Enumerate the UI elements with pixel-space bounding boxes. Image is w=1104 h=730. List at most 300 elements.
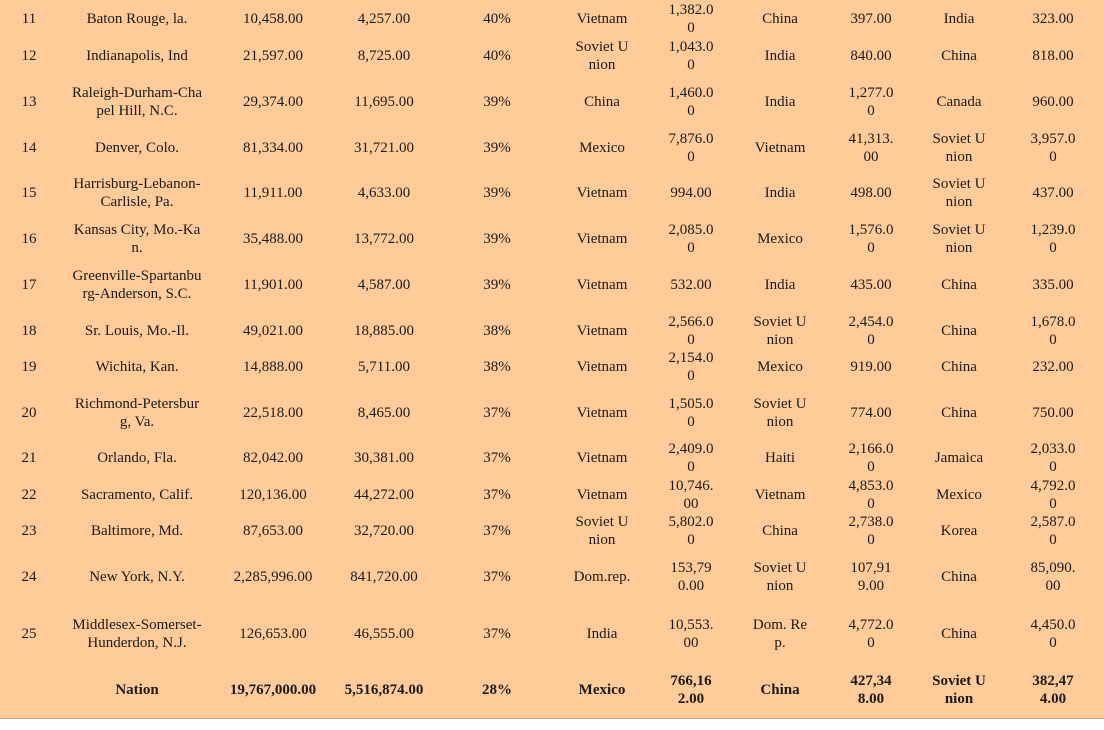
- foreign-born-cell: [330, 385, 438, 440]
- total-text: 29,374.00: [243, 93, 303, 110]
- rank-text: 20: [21, 404, 37, 421]
- rank-text: 16: [21, 230, 37, 247]
- top-country-2-value-cell: [826, 349, 916, 385]
- rank-cell: [0, 129, 58, 166]
- top-country-2-value-text: 2,454.00: [848, 313, 894, 348]
- rank-text: 22: [21, 486, 37, 503]
- top-country-3-text: China: [941, 404, 977, 421]
- top-country-3-cell: [916, 37, 1002, 74]
- top-country-2-text: Haiti: [765, 450, 795, 466]
- total-text: 49,021.00: [243, 322, 303, 339]
- top-country-2-value-cell: [826, 74, 916, 129]
- metro-area-text: Raleigh-Durham-Chapel Hill, N.C.: [72, 84, 202, 119]
- percent-text: 38%: [483, 322, 511, 339]
- metro-area-text: Richmond-Petersburg, Va.: [74, 395, 200, 430]
- top-country-2-value-text: 1,576.00: [848, 221, 894, 256]
- top-country-3-value-text: 750.00: [1032, 404, 1074, 421]
- total-cell: [216, 129, 330, 166]
- top-country-2-value-cell: [826, 605, 916, 662]
- foreign-born-text: 841,720.00: [350, 569, 418, 585]
- top-country-3-text: Mexico: [936, 486, 982, 503]
- metro-area-text: Indianapolis, Ind: [86, 47, 188, 64]
- top-country-1-value-cell: [648, 257, 734, 312]
- foreign-born-text: 8,465.00: [357, 404, 411, 421]
- top-country-2-cell: [734, 476, 826, 513]
- foreign-born-cell: [330, 549, 438, 605]
- top-country-2-cell: [734, 220, 826, 257]
- metro-area-text: Wichita, Kan.: [95, 359, 179, 375]
- foreign-born-cell: [330, 166, 438, 220]
- rank-text: 17: [21, 276, 37, 293]
- foreign-born-cell: [330, 37, 438, 74]
- total-cell: [216, 549, 330, 605]
- total-text: 11,901.00: [243, 276, 303, 293]
- top-country-3-cell: [916, 0, 1002, 37]
- top-country-3-text: Soviet Union: [932, 221, 986, 256]
- top-country-1-text: Soviet Union: [575, 38, 629, 73]
- top-country-3-value-cell: [1002, 257, 1104, 312]
- top-country-3-cell: [916, 662, 1002, 718]
- table-row: [0, 129, 1104, 166]
- metro-area-text: Nation: [115, 682, 159, 698]
- top-country-3-value-cell: [1002, 0, 1104, 37]
- top-country-2-cell: [734, 549, 826, 605]
- top-country-1-cell: [556, 662, 648, 718]
- top-country-1-cell: [556, 513, 648, 549]
- percent-cell: [438, 74, 556, 129]
- foreign-born-text: 31,721.00: [354, 139, 414, 156]
- top-country-1-cell: [556, 549, 648, 605]
- top-country-1-value-text: 10,553.00: [668, 616, 714, 651]
- total-cell: [216, 662, 330, 718]
- percent-text: 39%: [483, 93, 511, 110]
- top-country-3-cell: [916, 513, 1002, 549]
- top-country-1-text: China: [584, 93, 620, 110]
- top-country-1-value-text: 2,085.00: [668, 221, 714, 256]
- table-row: [0, 476, 1104, 513]
- top-country-2-cell: [734, 662, 826, 718]
- table-total-row: [0, 662, 1104, 718]
- foreign-born-text: 4,633.00: [357, 185, 411, 201]
- top-country-3-value-cell: [1002, 74, 1104, 129]
- top-country-3-value-cell: [1002, 129, 1104, 166]
- percent-text: 40%: [483, 10, 511, 27]
- top-country-1-value-cell: [648, 220, 734, 257]
- top-country-2-value-cell: [826, 385, 916, 440]
- top-country-3-text: Soviet Union: [932, 176, 986, 210]
- foreign-born-text: 8,725.00: [357, 47, 411, 64]
- percent-cell: [438, 476, 556, 513]
- top-country-3-value-cell: [1002, 513, 1104, 549]
- top-country-1-value-cell: [648, 385, 734, 440]
- percent-cell: [438, 129, 556, 166]
- metro-area-cell: [58, 37, 216, 74]
- top-country-3-cell: [916, 74, 1002, 129]
- top-country-3-value-cell: [1002, 37, 1104, 74]
- top-country-2-cell: [734, 312, 826, 349]
- top-country-2-cell: [734, 349, 826, 385]
- metro-area-text: Denver, Colo.: [95, 139, 179, 156]
- top-country-1-text: Vietnam: [576, 276, 628, 293]
- top-country-2-value-text: 1,277.00: [848, 84, 894, 119]
- table-row: [0, 440, 1104, 476]
- top-country-3-value-text: 437.00: [1032, 185, 1074, 201]
- top-country-3-text: China: [941, 47, 977, 64]
- top-country-3-value-cell: [1002, 605, 1104, 662]
- table-row: [0, 257, 1104, 312]
- top-country-2-text: Vietnam: [754, 486, 806, 503]
- top-country-2-value-cell: [826, 662, 916, 718]
- metro-area-text: Greenville-Spartanburg-Anderson, S.C.: [72, 267, 202, 302]
- total-text: 14,888.00: [243, 359, 303, 375]
- percent-text: 37%: [483, 404, 511, 421]
- top-country-3-value-text: 335.00: [1032, 276, 1074, 293]
- top-country-1-text: Dom.rep.: [573, 569, 631, 585]
- table-row: [0, 0, 1104, 37]
- metro-area-cell: [58, 166, 216, 220]
- top-country-1-text: Vietnam: [576, 185, 628, 201]
- rank-text: 14: [21, 139, 37, 156]
- rank-text: 19: [21, 359, 37, 375]
- top-country-1-text: Mexico: [579, 139, 625, 156]
- top-country-2-text: Dom. Rep.: [752, 616, 808, 651]
- top-country-1-value-text: 1,043.00: [668, 38, 714, 73]
- metro-area-cell: [58, 129, 216, 166]
- top-country-1-value-cell: [648, 74, 734, 129]
- top-country-2-value-text: 4,772.00: [848, 616, 894, 651]
- top-country-1-value-text: 5,802.00: [668, 514, 714, 548]
- top-country-2-text: China: [760, 682, 800, 698]
- top-country-1-value-cell: [648, 440, 734, 476]
- top-country-2-value-text: 498.00: [850, 185, 892, 201]
- top-country-3-text: China: [941, 322, 977, 339]
- top-country-3-cell: [916, 440, 1002, 476]
- foreign-born-text: 30,381.00: [354, 450, 414, 466]
- percent-text: 40%: [483, 47, 511, 64]
- top-country-1-value-cell: [648, 605, 734, 662]
- rank-cell: [0, 0, 58, 37]
- metro-area-cell: [58, 549, 216, 605]
- top-country-3-text: India: [943, 10, 975, 27]
- top-country-3-text: China: [941, 569, 977, 585]
- metro-area-text: Baltimore, Md.: [90, 523, 184, 539]
- total-text: 11,911.00: [243, 185, 303, 201]
- top-country-1-text: Soviet Union: [575, 514, 629, 548]
- metro-area-cell: [58, 220, 216, 257]
- total-text: 21,597.00: [243, 47, 303, 64]
- top-country-2-value-cell: [826, 257, 916, 312]
- top-country-1-value-cell: [648, 662, 734, 718]
- percent-cell: [438, 220, 556, 257]
- foreign-born-text: 4,587.00: [357, 276, 411, 293]
- top-country-3-text: Soviet Union: [932, 673, 986, 707]
- top-country-1-cell: [556, 312, 648, 349]
- top-country-2-text: India: [764, 276, 796, 293]
- top-country-2-value-cell: [826, 37, 916, 74]
- top-country-2-value-text: 774.00: [850, 404, 892, 421]
- top-country-3-cell: [916, 166, 1002, 220]
- percent-text: 37%: [483, 486, 511, 503]
- foreign-born-text: 5,516,874.00: [344, 682, 424, 698]
- rank-cell: [0, 220, 58, 257]
- foreign-born-text: 44,272.00: [354, 486, 414, 503]
- top-country-3-cell: [916, 385, 1002, 440]
- metro-area-text: New York, N.Y.: [89, 569, 185, 585]
- total-cell: [216, 312, 330, 349]
- top-country-2-text: Soviet Union: [753, 560, 807, 594]
- top-country-1-value-cell: [648, 349, 734, 385]
- total-text: 87,653.00: [243, 523, 303, 539]
- top-country-3-value-cell: [1002, 662, 1104, 718]
- top-country-2-text: Soviet Union: [753, 313, 807, 348]
- metro-area-cell: [58, 605, 216, 662]
- top-country-2-value-cell: [826, 166, 916, 220]
- top-country-2-value-cell: [826, 440, 916, 476]
- rank-text: 21: [21, 450, 37, 466]
- rank-cell: [0, 349, 58, 385]
- rank-text: 18: [21, 322, 37, 339]
- top-country-2-value-cell: [826, 220, 916, 257]
- rank-cell: [0, 385, 58, 440]
- top-country-1-text: Vietnam: [576, 230, 628, 247]
- top-country-3-value-cell: [1002, 220, 1104, 257]
- top-country-2-value-text: 107,919.00: [850, 560, 892, 594]
- foreign-born-cell: [330, 129, 438, 166]
- top-country-3-value-cell: [1002, 549, 1104, 605]
- total-text: 2,285,996.00: [233, 569, 313, 585]
- metro-area-cell: [58, 385, 216, 440]
- top-country-2-value-text: 919.00: [850, 359, 892, 375]
- top-country-1-cell: [556, 605, 648, 662]
- top-country-2-value-cell: [826, 513, 916, 549]
- total-cell: [216, 166, 330, 220]
- top-country-3-cell: [916, 220, 1002, 257]
- metro-area-cell: [58, 0, 216, 37]
- foreign-born-cell: [330, 662, 438, 718]
- top-country-3-text: Canada: [936, 93, 982, 110]
- rank-cell: [0, 312, 58, 349]
- foreign-born-cell: [330, 440, 438, 476]
- table-row: [0, 385, 1104, 440]
- top-country-2-value-cell: [826, 129, 916, 166]
- top-country-1-value-text: 153,790.00: [670, 560, 712, 594]
- percent-cell: [438, 605, 556, 662]
- top-country-3-value-text: 382,474.00: [1032, 673, 1074, 707]
- metro-area-text: Sacramento, Calif.: [80, 486, 194, 503]
- top-country-2-text: India: [764, 93, 796, 110]
- top-country-2-text: China: [762, 10, 798, 27]
- foreign-born-cell: [330, 312, 438, 349]
- top-country-1-cell: [556, 74, 648, 129]
- top-country-1-text: Vietnam: [576, 450, 628, 466]
- top-country-3-cell: [916, 129, 1002, 166]
- top-country-2-cell: [734, 129, 826, 166]
- top-country-2-value-cell: [826, 549, 916, 605]
- top-country-1-value-text: 10,746.00: [668, 477, 714, 512]
- rank-text: 11: [21, 10, 37, 27]
- top-country-1-cell: [556, 440, 648, 476]
- foreign-born-cell: [330, 74, 438, 129]
- percent-text: 39%: [483, 185, 511, 201]
- top-country-1-cell: [556, 0, 648, 37]
- top-country-3-value-text: 85,090.00: [1030, 560, 1076, 594]
- top-country-1-value-text: 532.00: [670, 276, 712, 293]
- total-cell: [216, 513, 330, 549]
- top-country-1-value-cell: [648, 513, 734, 549]
- top-country-3-value-text: 818.00: [1032, 47, 1074, 64]
- total-text: 81,334.00: [243, 139, 303, 156]
- foreign-born-cell: [330, 349, 438, 385]
- table-row: [0, 74, 1104, 129]
- total-cell: [216, 605, 330, 662]
- top-country-2-text: Mexico: [757, 359, 803, 375]
- table-row: [0, 605, 1104, 662]
- top-country-2-value-text: 4,853.00: [848, 477, 894, 512]
- percent-text: 39%: [483, 139, 511, 156]
- foreign-born-text: 18,885.00: [354, 322, 414, 339]
- top-country-1-text: Vietnam: [576, 10, 628, 27]
- top-country-3-value-text: 2,587.00: [1030, 514, 1076, 548]
- percent-text: 38%: [483, 359, 511, 375]
- top-country-1-value-text: 994.00: [670, 185, 712, 201]
- metro-area-text: Middlesex-Somerset-Hunderdon, N.J.: [72, 616, 202, 651]
- top-country-1-cell: [556, 37, 648, 74]
- top-country-3-value-cell: [1002, 476, 1104, 513]
- top-country-3-value-text: 323.00: [1032, 10, 1074, 27]
- top-country-1-value-text: 1,505.00: [668, 395, 714, 430]
- top-country-1-cell: [556, 476, 648, 513]
- rank-cell: [0, 662, 58, 718]
- top-country-3-value-text: 4,450.00: [1030, 616, 1076, 651]
- percent-text: 28%: [482, 682, 512, 698]
- foreign-born-cell: [330, 257, 438, 312]
- foreign-born-cell: [330, 513, 438, 549]
- table-row: [0, 349, 1104, 385]
- top-country-1-value-cell: [648, 129, 734, 166]
- top-country-3-value-cell: [1002, 166, 1104, 220]
- percent-text: 39%: [483, 276, 511, 293]
- rank-cell: [0, 74, 58, 129]
- total-text: 35,488.00: [243, 230, 303, 247]
- top-country-2-value-text: 840.00: [850, 47, 892, 64]
- top-country-1-value-cell: [648, 0, 734, 37]
- rank-cell: [0, 440, 58, 476]
- top-country-3-cell: [916, 476, 1002, 513]
- top-country-3-value-text: 1,678.00: [1030, 313, 1076, 348]
- rank-text: 13: [21, 93, 37, 110]
- top-country-3-cell: [916, 312, 1002, 349]
- top-country-3-cell: [916, 549, 1002, 605]
- top-country-1-text: Vietnam: [576, 359, 628, 375]
- rank-cell: [0, 257, 58, 312]
- metro-area-text: Kansas City, Mo.-Kan.: [73, 221, 201, 256]
- percent-cell: [438, 513, 556, 549]
- rank-text: 24: [21, 569, 37, 585]
- metro-area-cell: [58, 662, 216, 718]
- metro-area-text: Sr. Louis, Mo.-Il.: [84, 322, 190, 339]
- top-country-3-text: China: [941, 359, 977, 375]
- top-country-1-value-cell: [648, 312, 734, 349]
- top-country-1-cell: [556, 349, 648, 385]
- total-text: 82,042.00: [243, 450, 303, 466]
- percent-cell: [438, 312, 556, 349]
- top-country-3-cell: [916, 605, 1002, 662]
- percent-cell: [438, 37, 556, 74]
- top-country-1-cell: [556, 166, 648, 220]
- top-country-2-cell: [734, 166, 826, 220]
- metro-area-text: Orlando, Fla.: [97, 450, 177, 466]
- top-country-3-text: Korea: [940, 523, 978, 539]
- foreign-born-text: 46,555.00: [354, 625, 414, 642]
- top-country-3-text: Soviet Union: [932, 130, 986, 165]
- metro-area-text: Harrisburg-Lebanon-Carlisle, Pa.: [73, 176, 201, 210]
- foreign-born-cell: [330, 605, 438, 662]
- table-row: [0, 37, 1104, 74]
- foreign-born-text: 13,772.00: [354, 230, 414, 247]
- foreign-born-text: 32,720.00: [354, 523, 414, 539]
- top-country-2-cell: [734, 385, 826, 440]
- total-text: 22,518.00: [243, 404, 303, 421]
- rank-cell: [0, 513, 58, 549]
- total-cell: [216, 74, 330, 129]
- rank-text: 15: [21, 185, 37, 201]
- rank-cell: [0, 549, 58, 605]
- top-country-2-value-cell: [826, 312, 916, 349]
- percent-cell: [438, 0, 556, 37]
- top-country-3-text: Jamaica: [934, 450, 984, 466]
- top-country-3-value-cell: [1002, 312, 1104, 349]
- top-country-3-text: China: [941, 276, 977, 293]
- top-country-2-cell: [734, 0, 826, 37]
- top-country-1-text: Vietnam: [576, 486, 628, 503]
- percent-text: 37%: [483, 625, 511, 642]
- foreign-born-cell: [330, 0, 438, 37]
- top-country-1-value-cell: [648, 37, 734, 74]
- total-cell: [216, 385, 330, 440]
- foreign-born-text: 5,711.00: [358, 359, 410, 375]
- metro-area-text: Baton Rouge, la.: [86, 10, 188, 27]
- rank-text: 12: [21, 47, 37, 64]
- top-country-3-cell: [916, 257, 1002, 312]
- top-country-1-value-text: 766,162.00: [670, 673, 712, 707]
- top-country-1-text: Vietnam: [576, 404, 628, 421]
- top-country-2-cell: [734, 37, 826, 74]
- top-country-2-value-text: 427,348.00: [850, 673, 892, 707]
- top-country-3-value-cell: [1002, 440, 1104, 476]
- metro-area-cell: [58, 74, 216, 129]
- percent-cell: [438, 257, 556, 312]
- top-country-3-value-text: 4,792.00: [1030, 477, 1076, 512]
- top-country-2-cell: [734, 440, 826, 476]
- top-country-3-cell: [916, 349, 1002, 385]
- percent-text: 37%: [483, 523, 511, 539]
- top-country-2-text: Mexico: [757, 230, 803, 247]
- table-row: [0, 549, 1104, 605]
- top-country-2-cell: [734, 257, 826, 312]
- total-cell: [216, 476, 330, 513]
- foreign-born-cell: [330, 220, 438, 257]
- top-country-3-value-cell: [1002, 385, 1104, 440]
- rank-text: 23: [21, 523, 37, 539]
- top-country-2-value-cell: [826, 0, 916, 37]
- top-country-1-value-text: 2,566.00: [668, 313, 714, 348]
- top-country-2-value-text: 397.00: [850, 10, 892, 27]
- top-country-1-value-text: 1,382.00: [668, 1, 714, 36]
- total-cell: [216, 349, 330, 385]
- foreign-born-cell: [330, 476, 438, 513]
- top-country-1-text: Mexico: [578, 682, 626, 698]
- foreign-born-text: 4,257.00: [357, 10, 411, 27]
